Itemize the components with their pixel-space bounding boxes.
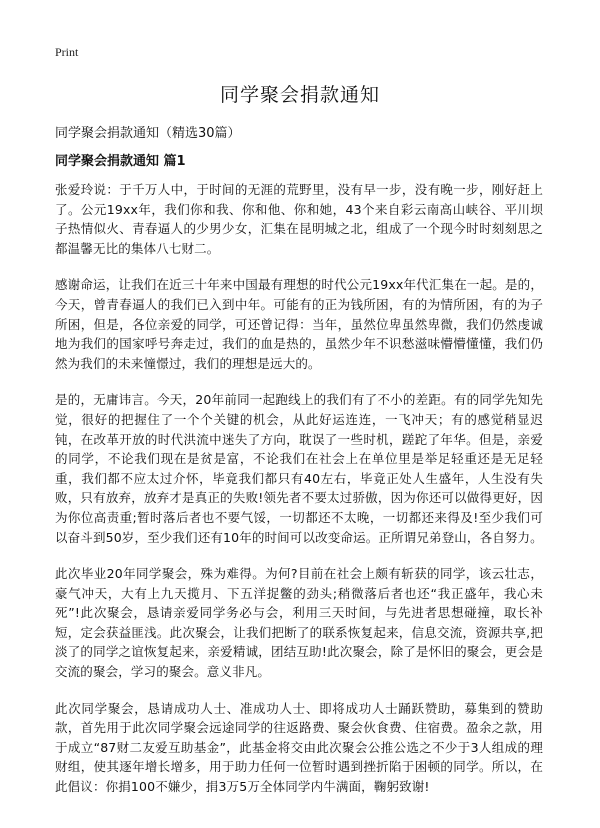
paragraph-2: 感谢命运，让我们在近三十年来中国最有理想的时代公元19xx年代汇集在一起。是的，今天，曾青春逼人的我们已入到中年。可能有的正为钱所困，有的为情所困，有的为子所困，但是，各位亲爱的同学，可还曾记得：当年，虽然位卑虽然卑微，我们仍然虔诚地为我们的国家呼号奔走过，我们的血是热的，虽然少年不识愁滋味懵懵懂懂，我们仍然为我们的未来憧憬过，我们的理想是远大的。	[55, 277, 543, 371]
paragraph-3: 是的，无庸讳言。今天，20年前同一起跑线上的我们有了不小的差距。有的同学先知先觉，很好的把握住了一个个关键的机会，从此好运连连，一飞冲天；有的感觉稍显迟钝，在改革开放的时代洪流中迷失了方向，耽误了一些时机，蹉跎了年华。但是，亲爱的同学，不论我们现在是贫是富，不论我们在社会上在单位里是举足轻重还是无足轻重，我们都不应太过介怀，毕竟我们都只有40左右，毕竟正处人生盛年，人生没有失败，只有放弃，放弃才是真正的失败!领先者不要太过骄傲，因为你还可以做得更好，因为你位高责重;暂时落后者也不要气馁，一切都还不太晚，一切都还来得及!至少我们可以奋斗到50岁，至少我们还有10年的时间可以改变命运。正所谓兄弟登山，各自努力。	[55, 392, 543, 545]
section-heading: 同学聚会捐款通知 篇1	[55, 154, 186, 169]
document-title: 同学聚会捐款通知	[219, 84, 380, 106]
article-body	[55, 180, 543, 814]
paragraph-1: 张爱玲说：于千万人中，于时间的无涯的荒野里，没有早一步，没有晚一步，刚好赶上了。公元19xx年，我们你和我、你和他、你和她，43个来自彩云南高山峡谷、平川坝子热情似火、青春逼人的少男少女，汇集在昆明城之北，组成了一个现今时时刻刻思之都温馨无比的集体八七财二。	[55, 182, 543, 256]
print-link[interactable]: Print	[55, 45, 79, 59]
document-subtitle: 同学聚会捐款通知（精选30篇）	[55, 126, 241, 141]
paragraph-5: 此次同学聚会，恳请成功人士、准成功人士、即将成功人士踊跃赞助，募集到的赞助款，首先用于此次同学聚会远途同学的往返路费、聚会伙食费、住宿费。盈余之款，用于成立“87财二友爱互助基金”，此基金将交由此次聚会公推公选之不少于3人组成的理财组，使其逐年增长增多，用于助力任何一位暂时遇到挫折陷于困顿的同学。所以，在此倡议：你捐100不嫌少，捐3万5万全体同学内牛满面，鞠躬致谢!	[55, 700, 543, 795]
paragraph-4: 此次毕业20年同学聚会，殊为难得。为何?目前在社会上颇有斩获的同学，该云壮志，豪气冲天，大有上九天揽月、下五洋捉鳖的劲头;稍微落后者也还“我正盛年，我心未死”!此次聚会，恳请亲爱同学务必与会，利用三天时间，与先进者思想碰撞，取长补短，定会获益匪浅。此次聚会，让我们把断了的联系恢复起来，信息交流，资源共享,把淡了的同学之谊恢复起来，亲爱精诚，团结互助!此次聚会，除了是怀旧的聚会，更会是交流的聚会，学习的聚会。意义非凡。	[55, 566, 543, 680]
